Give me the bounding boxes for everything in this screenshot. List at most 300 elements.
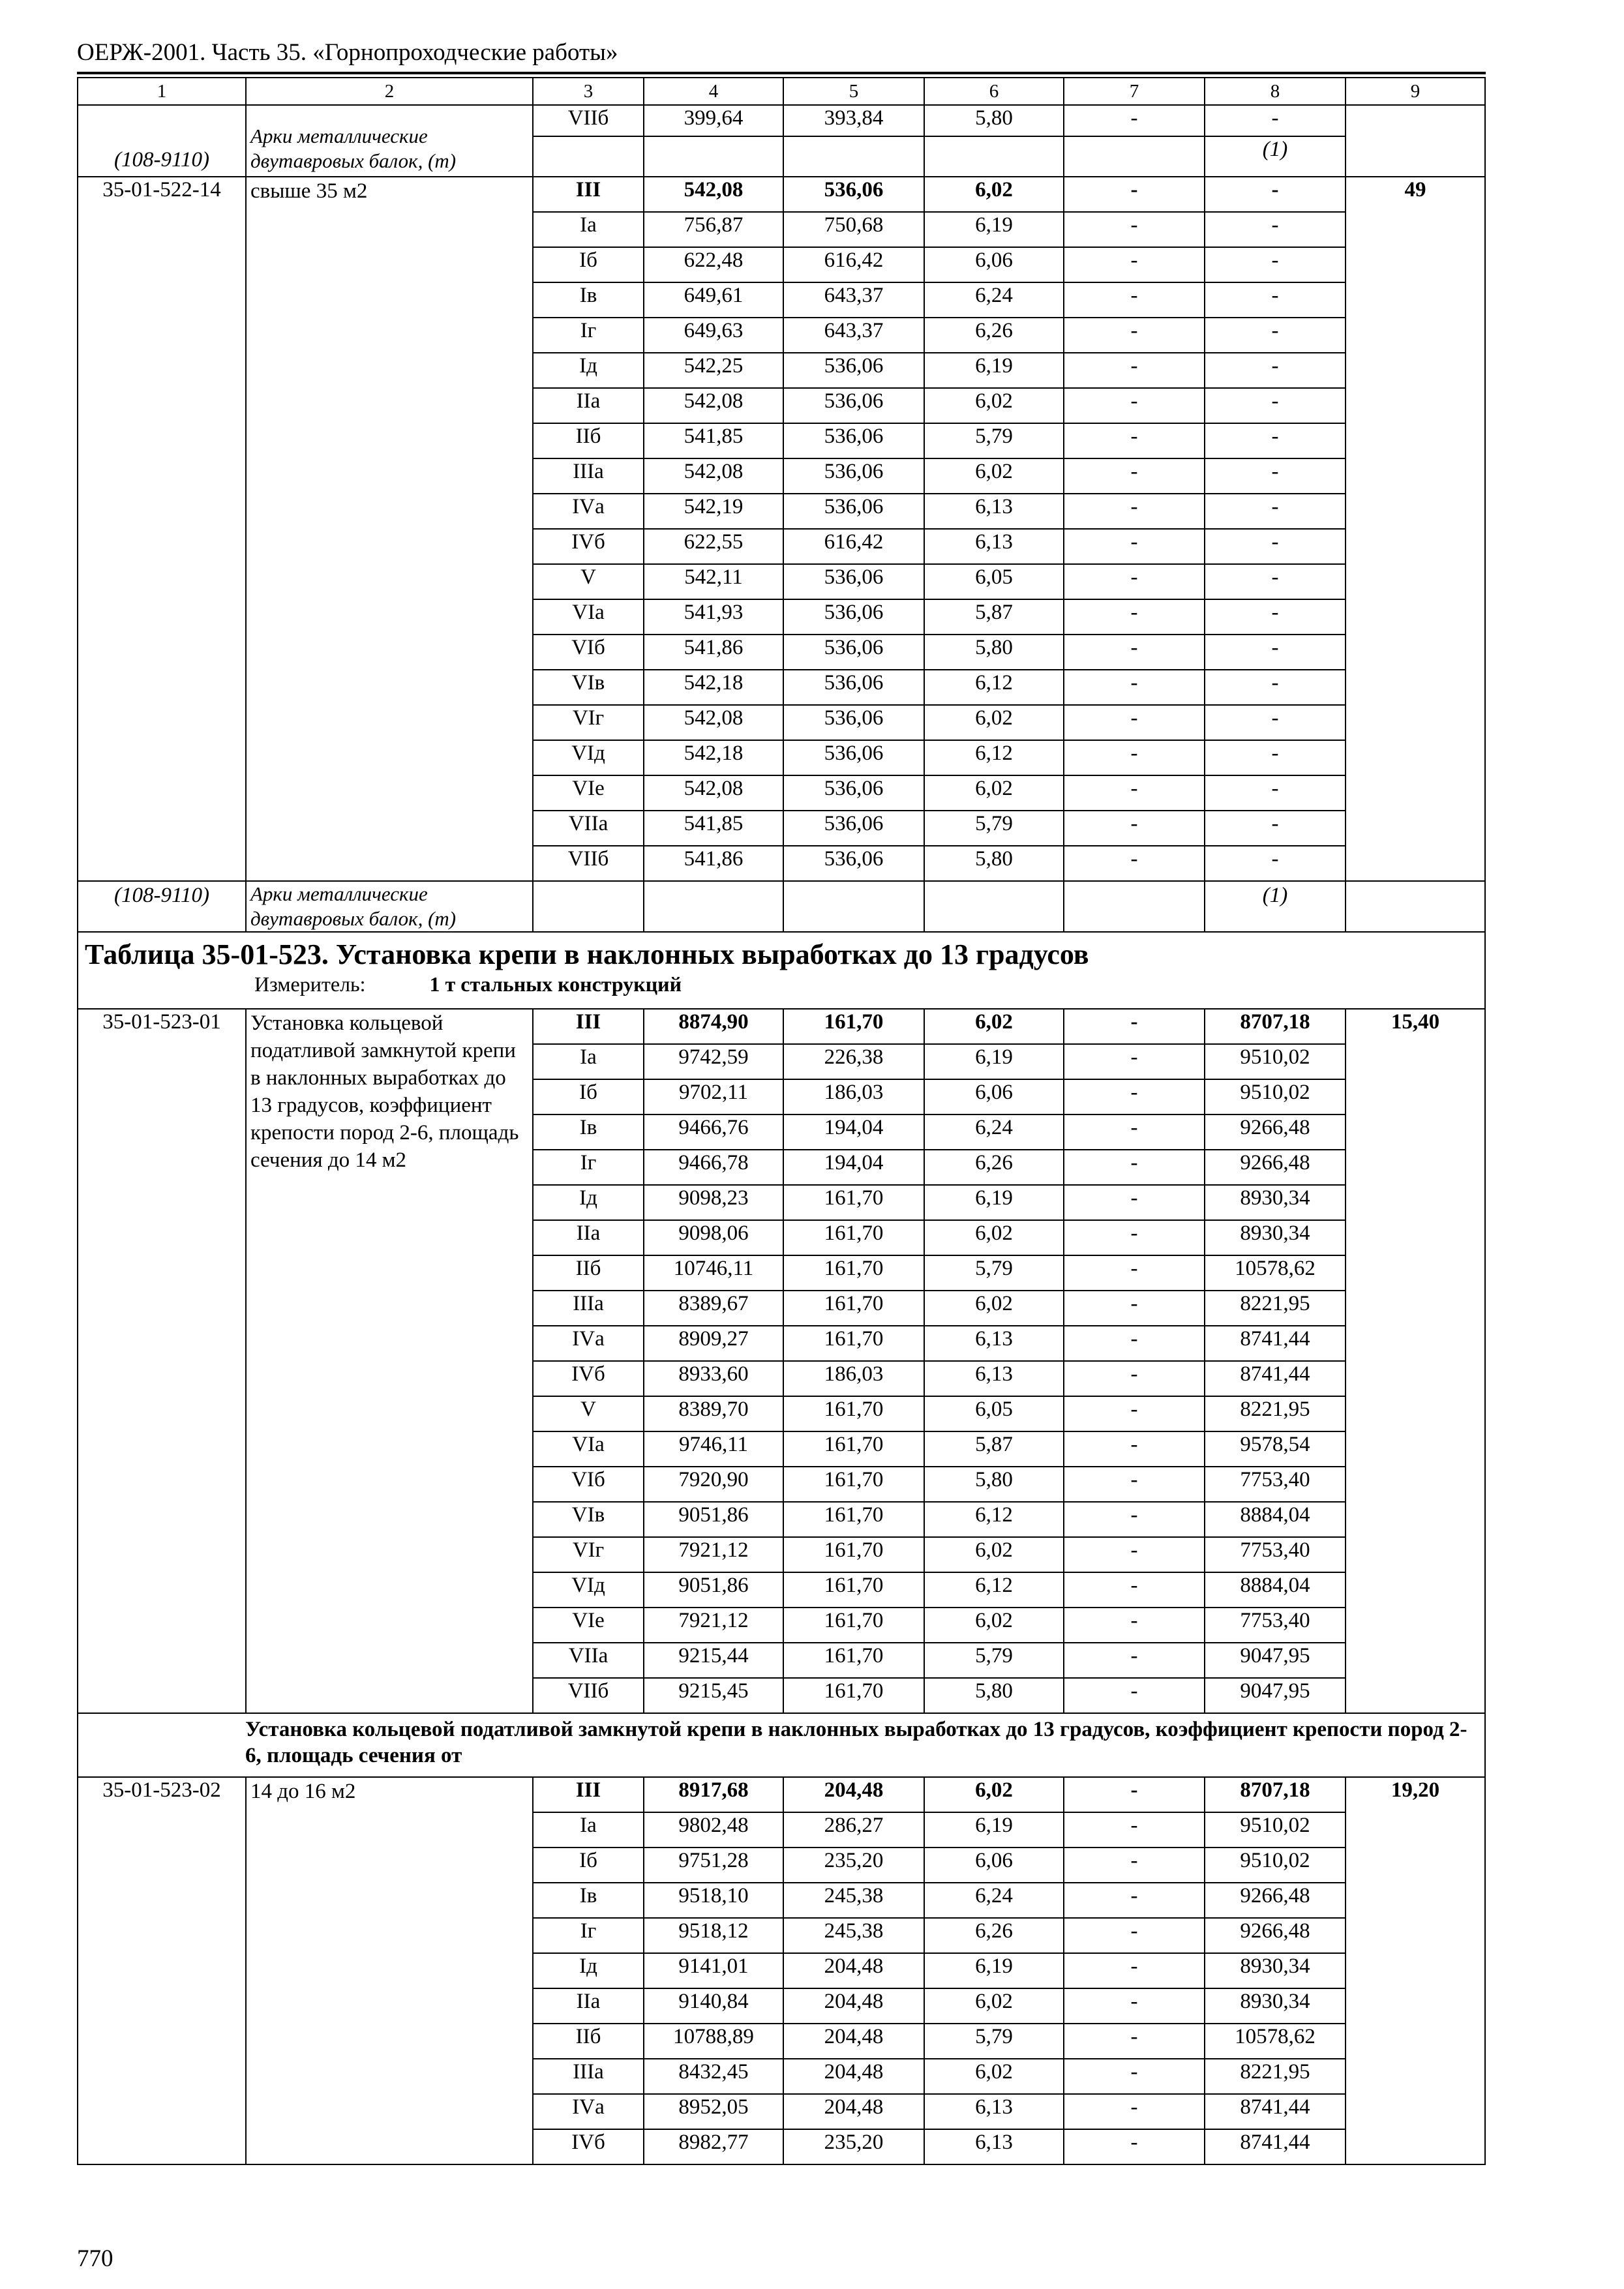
norm-name: Установка кольцевой податливой замкнутой крепи в наклонных выработках до 13 градусов, коэффициент крепости пород 2-6, площадь сечения до 14 м2 — [246, 1009, 533, 1713]
machinist-wages: - — [1064, 1467, 1205, 1502]
materials-cost: - — [1205, 247, 1346, 282]
wages: 536,06 — [783, 635, 924, 670]
column-number: 2 — [246, 78, 533, 105]
materials-cost: 8741,44 — [1205, 1326, 1346, 1361]
machinist-wages: - — [1064, 1608, 1205, 1643]
machine-cost: 6,02 — [924, 775, 1064, 811]
rock-category: IVб — [533, 2129, 644, 2164]
machinist-wages: - — [1064, 1848, 1205, 1883]
machinist-wages: - — [1064, 2059, 1205, 2094]
rock-category: VIд — [533, 1572, 644, 1608]
machine-cost: 6,26 — [924, 1918, 1064, 1953]
machine-cost: 6,02 — [924, 388, 1064, 423]
empty-cell — [924, 136, 1064, 177]
machinist-wages: - — [1064, 599, 1205, 635]
rock-category: VIе — [533, 775, 644, 811]
direct-cost: 542,08 — [644, 177, 783, 212]
table-row — [78, 177, 1485, 212]
empty-cell — [644, 881, 783, 932]
materials-cost: 9510,02 — [1205, 1812, 1346, 1848]
direct-cost: 542,08 — [644, 458, 783, 494]
machinist-wages: - — [1064, 1044, 1205, 1079]
machinist-wages: - — [1064, 1009, 1205, 1044]
wages: 393,84 — [783, 105, 924, 136]
machinist-wages: - — [1064, 247, 1205, 282]
machine-cost: 6,13 — [924, 494, 1064, 529]
machinist-wages: - — [1064, 388, 1205, 423]
materials-cost: 9266,48 — [1205, 1883, 1346, 1918]
wages: 750,68 — [783, 212, 924, 247]
direct-cost: 9051,86 — [644, 1502, 783, 1537]
machine-cost: 6,02 — [924, 2059, 1064, 2094]
materials-cost: 9510,02 — [1205, 1079, 1346, 1115]
machine-cost: 6,13 — [924, 2129, 1064, 2164]
norm-code: 35-01-523-02 — [78, 1777, 246, 2164]
machine-cost: 5,79 — [924, 423, 1064, 458]
norm-code: 35-01-522-14 — [78, 177, 246, 881]
machinist-wages: - — [1064, 282, 1205, 318]
machine-cost: 6,13 — [924, 1361, 1064, 1396]
machinist-wages: - — [1064, 1537, 1205, 1572]
direct-cost: 9751,28 — [644, 1848, 783, 1883]
machine-cost: 6,02 — [924, 1777, 1064, 1812]
direct-cost: 7921,12 — [644, 1608, 783, 1643]
direct-cost: 9098,06 — [644, 1220, 783, 1255]
rock-category: VIIа — [533, 1643, 644, 1678]
machinist-wages: - — [1064, 2024, 1205, 2059]
direct-cost: 8389,67 — [644, 1291, 783, 1326]
table-row — [78, 1009, 1485, 1044]
wages: 536,06 — [783, 458, 924, 494]
materials-cost: - — [1205, 212, 1346, 247]
wages: 536,06 — [783, 740, 924, 775]
rock-category: Iв — [533, 282, 644, 318]
materials-cost: 9510,02 — [1205, 1044, 1346, 1079]
norms-table — [77, 77, 1486, 2165]
direct-cost: 7921,12 — [644, 1537, 783, 1572]
machine-cost: 6,19 — [924, 1812, 1064, 1848]
wages: 226,38 — [783, 1044, 924, 1079]
wages: 161,70 — [783, 1291, 924, 1326]
direct-cost: 541,85 — [644, 423, 783, 458]
machine-cost: 5,80 — [924, 1467, 1064, 1502]
machine-cost: 6,02 — [924, 705, 1064, 740]
wages: 643,37 — [783, 282, 924, 318]
rock-category: VIIб — [533, 1678, 644, 1713]
machinist-wages: - — [1064, 458, 1205, 494]
machinist-wages: - — [1064, 1918, 1205, 1953]
materials-cost: - — [1205, 670, 1346, 705]
machinist-wages: - — [1064, 564, 1205, 599]
wages: 235,20 — [783, 1848, 924, 1883]
direct-cost: 9742,59 — [644, 1044, 783, 1079]
machine-cost: 6,19 — [924, 1185, 1064, 1220]
rock-category: IIб — [533, 1255, 644, 1291]
machine-cost: 6,02 — [924, 1988, 1064, 2024]
rock-category: IIа — [533, 1220, 644, 1255]
empty-cell — [783, 136, 924, 177]
machine-cost: 6,02 — [924, 1220, 1064, 1255]
wages: 161,70 — [783, 1502, 924, 1537]
wages: 536,06 — [783, 494, 924, 529]
machine-cost: 6,05 — [924, 1396, 1064, 1431]
direct-cost: 542,08 — [644, 388, 783, 423]
materials-cost: 8930,34 — [1205, 1220, 1346, 1255]
machinist-wages: - — [1064, 212, 1205, 247]
norm-name: свыше 35 м2 — [246, 177, 533, 881]
rock-category: IIIа — [533, 2059, 644, 2094]
norm-code: 35-01-523-01 — [78, 1009, 246, 1713]
rock-category: VIб — [533, 1467, 644, 1502]
machinist-wages: - — [1064, 1079, 1205, 1115]
materials-cost: 7753,40 — [1205, 1537, 1346, 1572]
machinist-wages: - — [1064, 1883, 1205, 1918]
direct-cost: 9746,11 — [644, 1431, 783, 1467]
direct-cost: 8389,70 — [644, 1396, 783, 1431]
column-number: 5 — [783, 78, 924, 105]
materials-cost: 8221,95 — [1205, 1291, 1346, 1326]
rock-category: VIб — [533, 635, 644, 670]
direct-cost: 622,48 — [644, 247, 783, 282]
machinist-wages: - — [1064, 318, 1205, 353]
wages: 204,48 — [783, 1777, 924, 1812]
page-header — [77, 37, 1486, 74]
wages: 643,37 — [783, 318, 924, 353]
resource-quantity: (1) — [1205, 136, 1346, 177]
materials-cost: 8707,18 — [1205, 1777, 1346, 1812]
materials-cost: 10578,62 — [1205, 1255, 1346, 1291]
machine-cost: 6,19 — [924, 212, 1064, 247]
rock-category: IIа — [533, 1988, 644, 2024]
wages: 186,03 — [783, 1361, 924, 1396]
materials-cost: 9510,02 — [1205, 1848, 1346, 1883]
machinist-wages: - — [1064, 846, 1205, 881]
wages: 204,48 — [783, 2024, 924, 2059]
materials-cost: - — [1205, 105, 1346, 136]
materials-cost: 8930,34 — [1205, 1953, 1346, 1988]
machine-cost: 6,24 — [924, 282, 1064, 318]
machine-cost: 6,02 — [924, 1537, 1064, 1572]
direct-cost: 9051,86 — [644, 1572, 783, 1608]
rock-category: VIе — [533, 1608, 644, 1643]
materials-cost: 9578,54 — [1205, 1431, 1346, 1467]
direct-cost: 542,08 — [644, 705, 783, 740]
wages: 161,70 — [783, 1537, 924, 1572]
empty-cell — [1346, 881, 1485, 932]
wages: 536,06 — [783, 564, 924, 599]
direct-cost: 541,86 — [644, 635, 783, 670]
table-row — [78, 1777, 1485, 1812]
machine-cost: 6,19 — [924, 1953, 1064, 1988]
resource-code: (108-9110) — [78, 881, 246, 932]
table-title-row — [78, 932, 1485, 1009]
direct-cost: 542,18 — [644, 670, 783, 705]
wages: 161,70 — [783, 1255, 924, 1291]
machine-cost: 6,26 — [924, 1150, 1064, 1185]
machine-cost: 5,80 — [924, 846, 1064, 881]
direct-cost: 9702,11 — [644, 1079, 783, 1115]
column-number: 3 — [533, 78, 644, 105]
rock-category: Iб — [533, 247, 644, 282]
machine-cost: 6,02 — [924, 1291, 1064, 1326]
rock-category: Iа — [533, 1812, 644, 1848]
materials-cost: - — [1205, 388, 1346, 423]
rock-category: Iв — [533, 1883, 644, 1918]
measure-value: 1 т стальных конструкций — [429, 972, 682, 996]
machinist-wages: - — [1064, 2094, 1205, 2129]
machinist-wages: - — [1064, 1643, 1205, 1678]
machine-cost: 5,80 — [924, 635, 1064, 670]
wages: 536,06 — [783, 705, 924, 740]
wages: 161,70 — [783, 1643, 924, 1678]
machinist-wages: - — [1064, 635, 1205, 670]
machine-cost: 6,02 — [924, 1009, 1064, 1044]
wages: 204,48 — [783, 2094, 924, 2129]
rock-category: V — [533, 1396, 644, 1431]
machine-cost: 6,12 — [924, 670, 1064, 705]
direct-cost: 8909,27 — [644, 1326, 783, 1361]
direct-cost: 8933,60 — [644, 1361, 783, 1396]
machinist-wages: - — [1064, 1150, 1205, 1185]
wages: 536,06 — [783, 846, 924, 881]
resource-row — [78, 881, 1485, 932]
wages: 161,70 — [783, 1220, 924, 1255]
materials-cost: - — [1205, 423, 1346, 458]
materials-cost: 8221,95 — [1205, 2059, 1346, 2094]
machinist-wages: - — [1064, 1255, 1205, 1291]
materials-cost: 8884,04 — [1205, 1502, 1346, 1537]
column-number: 9 — [1346, 78, 1485, 105]
machinist-wages: - — [1064, 1988, 1205, 2024]
materials-cost: 9047,95 — [1205, 1678, 1346, 1713]
materials-cost: - — [1205, 353, 1346, 388]
materials-cost: 9266,48 — [1205, 1150, 1346, 1185]
machine-cost: 5,87 — [924, 599, 1064, 635]
rock-category: V — [533, 564, 644, 599]
direct-cost: 541,85 — [644, 811, 783, 846]
direct-cost: 542,08 — [644, 775, 783, 811]
machinist-wages: - — [1064, 1953, 1205, 1988]
rock-category: VIд — [533, 740, 644, 775]
machine-cost: 5,87 — [924, 1431, 1064, 1467]
rock-category: IIа — [533, 388, 644, 423]
machine-cost: 5,79 — [924, 811, 1064, 846]
machinist-wages: - — [1064, 353, 1205, 388]
rock-category: Iд — [533, 1185, 644, 1220]
subheading: Установка кольцевой податливой замкнутой крепи в наклонных выработках до 13 градусов, коэффициент крепости пород 2-6, площадь сечения от — [78, 1713, 1485, 1777]
materials-cost: - — [1205, 811, 1346, 846]
machinist-wages: - — [1064, 670, 1205, 705]
machinist-wages: - — [1064, 177, 1205, 212]
materials-cost: 8741,44 — [1205, 2129, 1346, 2164]
materials-cost: 8221,95 — [1205, 1396, 1346, 1431]
machine-cost: 6,02 — [924, 458, 1064, 494]
direct-cost: 8874,90 — [644, 1009, 783, 1044]
table-title-cell — [78, 932, 1485, 1009]
direct-cost: 542,19 — [644, 494, 783, 529]
rock-category: VIв — [533, 670, 644, 705]
direct-cost: 9215,44 — [644, 1643, 783, 1678]
rock-category: Iг — [533, 318, 644, 353]
wages: 536,06 — [783, 775, 924, 811]
machinist-wages: - — [1064, 494, 1205, 529]
wages: 536,06 — [783, 177, 924, 212]
wages: 286,27 — [783, 1812, 924, 1848]
rock-category: Iд — [533, 353, 644, 388]
column-number: 1 — [78, 78, 246, 105]
subheading-row — [78, 1713, 1485, 1777]
machinist-wages: - — [1064, 1777, 1205, 1812]
materials-cost: 8741,44 — [1205, 2094, 1346, 2129]
machine-cost: 5,80 — [924, 105, 1064, 136]
direct-cost: 649,63 — [644, 318, 783, 353]
worker-labor — [1346, 105, 1485, 177]
materials-cost: - — [1205, 705, 1346, 740]
resource-name: Арки металлические двутавровых балок, (т) — [246, 105, 533, 177]
rock-category: VIг — [533, 705, 644, 740]
machinist-wages: - — [1064, 2129, 1205, 2164]
empty-cell — [924, 881, 1064, 932]
direct-cost: 9802,48 — [644, 1812, 783, 1848]
machinist-wages: - — [1064, 1396, 1205, 1431]
wages: 204,48 — [783, 1953, 924, 1988]
table-body — [78, 78, 1485, 2164]
rock-category: VIIб — [533, 105, 644, 136]
materials-cost: - — [1205, 740, 1346, 775]
empty-cell — [1064, 881, 1205, 932]
machinist-wages: - — [1064, 1220, 1205, 1255]
column-number: 8 — [1205, 78, 1346, 105]
rock-category: VIв — [533, 1502, 644, 1537]
machinist-wages: - — [1064, 1678, 1205, 1713]
materials-cost: - — [1205, 564, 1346, 599]
machine-cost: 6,06 — [924, 247, 1064, 282]
wages: 161,70 — [783, 1608, 924, 1643]
direct-cost: 542,11 — [644, 564, 783, 599]
wages: 161,70 — [783, 1396, 924, 1431]
wages: 161,70 — [783, 1431, 924, 1467]
materials-cost: 8707,18 — [1205, 1009, 1346, 1044]
wages: 536,06 — [783, 353, 924, 388]
wages: 161,70 — [783, 1572, 924, 1608]
rock-category: Iб — [533, 1079, 644, 1115]
machine-cost: 6,13 — [924, 1326, 1064, 1361]
materials-cost: - — [1205, 529, 1346, 564]
materials-cost: 8741,44 — [1205, 1361, 1346, 1396]
wages: 536,06 — [783, 388, 924, 423]
machine-cost: 6,05 — [924, 564, 1064, 599]
rock-category: IVа — [533, 494, 644, 529]
direct-cost: 9466,76 — [644, 1115, 783, 1150]
rock-category: III — [533, 1009, 644, 1044]
direct-cost: 399,64 — [644, 105, 783, 136]
materials-cost: - — [1205, 775, 1346, 811]
wages: 536,06 — [783, 670, 924, 705]
machine-cost: 6,06 — [924, 1848, 1064, 1883]
wages: 536,06 — [783, 599, 924, 635]
machine-cost: 5,79 — [924, 1643, 1064, 1678]
rock-category: IIIа — [533, 458, 644, 494]
worker-labor: 49 — [1346, 177, 1485, 881]
resource-code: (108-9110) — [78, 105, 246, 177]
machine-cost: 6,13 — [924, 2094, 1064, 2129]
rock-category: VIIа — [533, 811, 644, 846]
direct-cost: 8432,45 — [644, 2059, 783, 2094]
materials-cost: - — [1205, 177, 1346, 212]
rock-category: Iг — [533, 1918, 644, 1953]
wages: 186,03 — [783, 1079, 924, 1115]
empty-cell — [1064, 136, 1205, 177]
rock-category: Iд — [533, 1953, 644, 1988]
machine-cost: 6,26 — [924, 318, 1064, 353]
wages: 204,48 — [783, 1988, 924, 2024]
wages: 536,06 — [783, 423, 924, 458]
table-row — [78, 105, 1485, 136]
direct-cost: 8917,68 — [644, 1777, 783, 1812]
wages: 235,20 — [783, 2129, 924, 2164]
direct-cost: 542,18 — [644, 740, 783, 775]
machinist-wages: - — [1064, 705, 1205, 740]
machine-cost: 6,19 — [924, 353, 1064, 388]
direct-cost: 9518,12 — [644, 1918, 783, 1953]
resource-name: Арки металлические двутавровых балок, (т) — [246, 881, 533, 932]
materials-cost: - — [1205, 494, 1346, 529]
materials-cost: - — [1205, 282, 1346, 318]
machinist-wages: - — [1064, 811, 1205, 846]
materials-cost: 8884,04 — [1205, 1572, 1346, 1608]
machinist-wages: - — [1064, 1115, 1205, 1150]
materials-cost: - — [1205, 458, 1346, 494]
machinist-wages: - — [1064, 1361, 1205, 1396]
measure-line — [85, 972, 1478, 996]
direct-cost: 756,87 — [644, 212, 783, 247]
page-number: 770 — [77, 2245, 113, 2272]
machine-cost: 6,12 — [924, 1502, 1064, 1537]
machine-cost: 5,79 — [924, 1255, 1064, 1291]
wages: 194,04 — [783, 1115, 924, 1150]
rock-category: IVб — [533, 1361, 644, 1396]
direct-cost: 649,61 — [644, 282, 783, 318]
machinist-wages: - — [1064, 1502, 1205, 1537]
rock-category: VIа — [533, 1431, 644, 1467]
machinist-wages: - — [1064, 529, 1205, 564]
wages: 245,38 — [783, 1918, 924, 1953]
machine-cost: 6,06 — [924, 1079, 1064, 1115]
empty-cell — [533, 881, 644, 932]
materials-cost: - — [1205, 635, 1346, 670]
wages: 536,06 — [783, 811, 924, 846]
materials-cost: 10578,62 — [1205, 2024, 1346, 2059]
machinist-wages: - — [1064, 1431, 1205, 1467]
empty-cell — [644, 136, 783, 177]
rock-category: IIб — [533, 423, 644, 458]
worker-labor: 19,20 — [1346, 1777, 1485, 2164]
direct-cost: 9141,01 — [644, 1953, 783, 1988]
materials-cost: - — [1205, 599, 1346, 635]
machine-cost: 6,02 — [924, 177, 1064, 212]
wages: 161,70 — [783, 1678, 924, 1713]
wages: 161,70 — [783, 1185, 924, 1220]
direct-cost: 9140,84 — [644, 1988, 783, 2024]
rock-category: Iв — [533, 1115, 644, 1150]
machinist-wages: - — [1064, 1291, 1205, 1326]
machinist-wages: - — [1064, 1185, 1205, 1220]
rock-category: VIIб — [533, 846, 644, 881]
rock-category: IVа — [533, 2094, 644, 2129]
measure-label: Измеритель: — [254, 972, 366, 996]
resource-quantity: (1) — [1205, 881, 1346, 932]
machine-cost: 6,12 — [924, 740, 1064, 775]
